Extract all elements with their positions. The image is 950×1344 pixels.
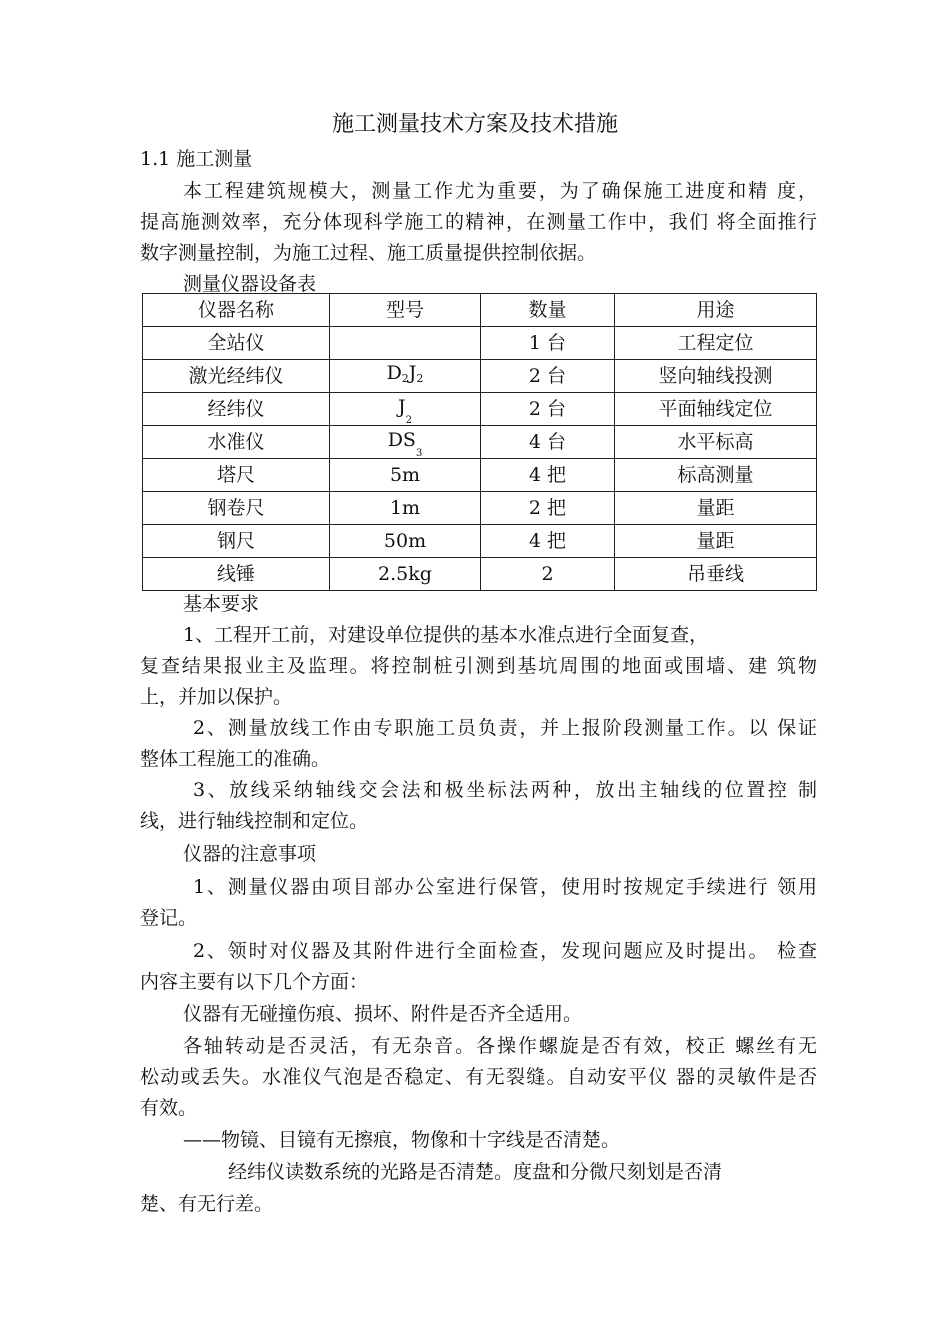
cell-use: 平面轴线定位 xyxy=(615,393,817,426)
section-heading: 1.1 施工测量 xyxy=(140,148,253,170)
cell-model xyxy=(330,327,481,360)
notes-line-6: 各轴转动是否灵活，有无杂音。各操作螺旋是否有效，校正 螺丝有无 xyxy=(183,1035,817,1057)
equipment-table xyxy=(142,293,817,591)
cell-model: 5m xyxy=(330,459,481,492)
table-row xyxy=(143,327,817,360)
cell-use: 标高测量 xyxy=(615,459,817,492)
cell-model: 1m xyxy=(330,492,481,525)
header-use: 用途 xyxy=(615,294,817,327)
cell-name: 水准仪 xyxy=(143,426,330,459)
cell-name: 全站仪 xyxy=(143,327,330,360)
cell-name: 钢尺 xyxy=(143,525,330,558)
header-model: 型号 xyxy=(330,294,481,327)
cell-model xyxy=(330,393,481,426)
intro-line-1: 本工程建筑规模大，测量工作尤为重要，为了确保施工进度和精 度， xyxy=(183,180,817,202)
cell-name: 经纬仪 xyxy=(143,393,330,426)
cell-name: 激光经纬仪 xyxy=(143,360,330,393)
cell-name: 钢卷尺 xyxy=(143,492,330,525)
model-text: J xyxy=(398,396,406,418)
cell-qty: 4 把 xyxy=(481,525,615,558)
basic-line-5: 整体工程施工的准确。 xyxy=(140,748,331,770)
intro-line-2: 提高施测效率，充分体现科学施工的精神，在测量工作中，我们 将全面推行 xyxy=(140,211,817,233)
cell-qty: 2 xyxy=(481,558,615,591)
notes-line-4: 内容主要有以下几个方面： xyxy=(140,971,369,993)
cell-model xyxy=(330,426,481,459)
notes-line-3: 2、领时对仪器及其附件进行全面检查，发现问题应及时提出。 检查 xyxy=(193,940,817,962)
notes-line-7: 松动或丢失。水准仪气泡是否稳定、有无裂缝。自动安平仪 器的灵敏件是否 xyxy=(140,1066,817,1088)
notes-heading: 仪器的注意事项 xyxy=(183,843,317,865)
notes-line-11: 楚、有无行差。 xyxy=(140,1193,274,1215)
cell-qty: 2 把 xyxy=(481,492,615,525)
table-row xyxy=(143,360,817,393)
table-row xyxy=(143,459,817,492)
notes-line-2: 登记。 xyxy=(140,907,198,929)
table-header-row xyxy=(143,294,817,327)
table-row xyxy=(143,426,817,459)
table-caption: 测量仪器设备表 xyxy=(183,273,317,295)
cell-qty: 1 台 xyxy=(481,327,615,360)
model-text: DS xyxy=(387,429,416,451)
cell-name: 塔尺 xyxy=(143,459,330,492)
model-subscript: 3 xyxy=(415,448,423,459)
cell-use: 量距 xyxy=(615,492,817,525)
model-subscript: 2 xyxy=(416,372,424,385)
notes-line-10: 经纬仪读数系统的光路是否清楚。度盘和分微尺刻划是否清 xyxy=(228,1161,723,1183)
basic-line-4: 2、测量放线工作由专职施工员负责，并上报阶段测量工作。以 保证 xyxy=(193,717,817,739)
cell-name: 线锤 xyxy=(143,558,330,591)
cell-model xyxy=(330,360,481,393)
cell-use: 工程定位 xyxy=(615,327,817,360)
basic-line-3: 上，并加以保护。 xyxy=(140,686,293,708)
basic-line-1: 1、工程开工前，对建设单位提供的基本水准点进行全面复查， xyxy=(183,624,709,646)
basic-heading: 基本要求 xyxy=(183,593,260,615)
table-row xyxy=(143,393,817,426)
cell-model: 50m xyxy=(330,525,481,558)
table-row xyxy=(143,492,817,525)
model-subscript: 2 xyxy=(401,372,409,385)
model-subscript: 2 xyxy=(405,415,412,426)
table-row xyxy=(143,558,817,591)
cell-use: 吊垂线 xyxy=(615,558,817,591)
basic-line-2: 复查结果报业主及监理。将控制桩引测到基坑周围的地面或围墙、建 筑物 xyxy=(140,655,817,677)
cell-model: 2.5kg xyxy=(330,558,481,591)
header-name: 仪器名称 xyxy=(143,294,330,327)
header-qty: 数量 xyxy=(481,294,615,327)
notes-line-8: 有效。 xyxy=(140,1097,198,1119)
document-title: 施工测量技术方案及技术措施 xyxy=(331,112,618,137)
notes-line-1: 1、测量仪器由项目部办公室进行保管，使用时按规定手续进行 领用 xyxy=(193,876,817,898)
cell-use: 竖向轴线投测 xyxy=(615,360,817,393)
cell-qty: 2 台 xyxy=(481,360,615,393)
model-text: J xyxy=(408,362,417,384)
cell-use: 量距 xyxy=(615,525,817,558)
cell-qty: 2 台 xyxy=(481,393,615,426)
cell-qty: 4 台 xyxy=(481,426,615,459)
notes-line-5: 仪器有无碰撞伤痕、损坏、附件是否齐全适用。 xyxy=(183,1003,583,1025)
model-text: D xyxy=(386,362,402,384)
intro-line-3: 数字测量控制，为施工过程、施工质量提供控制依据。 xyxy=(140,242,597,264)
basic-line-6: 3、放线采纳轴线交会法和极坐标法两种，放出主轴线的位置控 制 xyxy=(193,779,817,801)
basic-line-7: 线，进行轴线控制和定位。 xyxy=(140,810,369,832)
cell-use: 水平标高 xyxy=(615,426,817,459)
table-row xyxy=(143,525,817,558)
cell-qty: 4 把 xyxy=(481,459,615,492)
notes-line-9: ——物镜、目镜有无擦痕，物像和十字线是否清楚。 xyxy=(183,1129,621,1151)
